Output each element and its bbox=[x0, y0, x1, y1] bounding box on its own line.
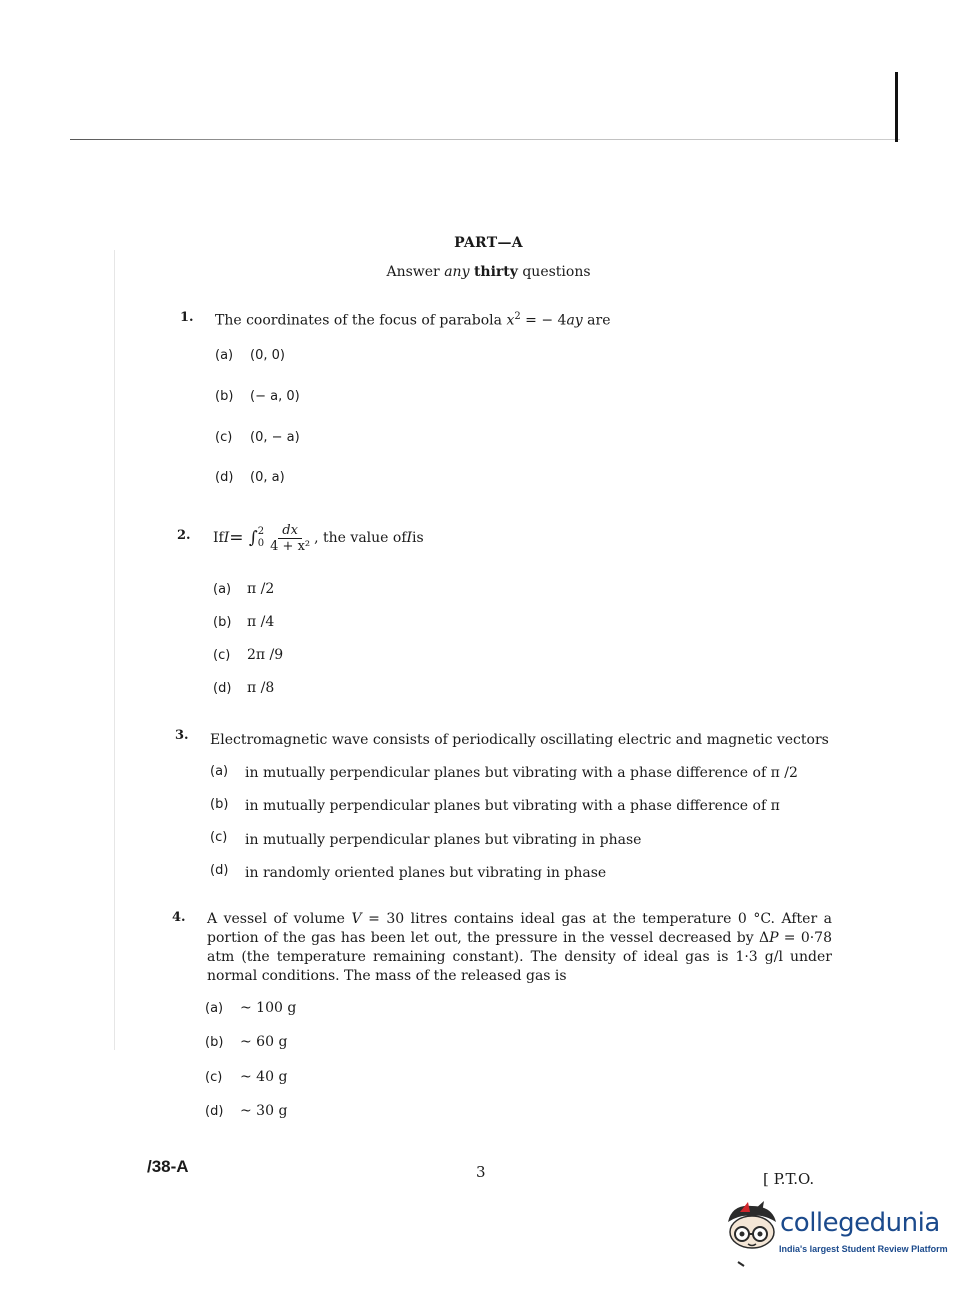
integral-lower-limit: 0 bbox=[257, 538, 265, 549]
option-label: (d) bbox=[205, 1104, 224, 1119]
margin-rule bbox=[114, 250, 115, 1050]
option-label: (a) bbox=[213, 582, 232, 597]
scan-edge-bar bbox=[895, 72, 898, 142]
option-label: (c) bbox=[210, 830, 228, 845]
option-text: (0, 0) bbox=[250, 348, 285, 363]
option-text: ~ 40 g bbox=[240, 1069, 288, 1085]
option-label: (a) bbox=[205, 1001, 224, 1016]
fraction-numerator: dx bbox=[278, 523, 302, 539]
question-number: 1. bbox=[180, 310, 194, 325]
option-text: in mutually perpendicular planes but vibrating with a phase difference of π bbox=[245, 798, 780, 814]
option-text: in randomly oriented planes but vibrating in phase bbox=[245, 865, 607, 881]
option-text: 2π /9 bbox=[247, 647, 284, 663]
option-label: (a) bbox=[215, 348, 234, 363]
part-title: PART—A bbox=[454, 235, 523, 251]
question-text: The coordinates of the focus of parabola $x^2$ = − 4ay are bbox=[215, 311, 611, 329]
question-text: A vessel of volume V = 30 litres contains ideal gas at the temperature 0 °C. After a portion of the gas has been let out, the pressure in the vessel decreased by ΔP = 0·78 atm (the temperature remaining constant). The density of ideal gas is 1·3 g/l under normal conditions. The mass of the released gas is bbox=[207, 911, 832, 984]
mascot-logo-icon bbox=[720, 1200, 782, 1272]
option-label: (d) bbox=[213, 681, 232, 696]
option-label: (b) bbox=[210, 797, 229, 812]
option-text: π /8 bbox=[247, 680, 275, 696]
fraction-denominator: 4 + x² bbox=[270, 538, 311, 554]
pto-note: [ P.T.O. bbox=[763, 1170, 815, 1188]
option-text: π /2 bbox=[247, 581, 275, 597]
integral-fraction bbox=[268, 523, 312, 554]
option-text: ~ 60 g bbox=[240, 1034, 288, 1050]
option-text: π /4 bbox=[247, 614, 275, 630]
option-label: (d) bbox=[215, 470, 234, 485]
option-text: in mutually perpendicular planes but vibrating with a phase difference of π /2 bbox=[245, 765, 798, 781]
option-text: ~ 100 g bbox=[240, 1000, 297, 1016]
option-label: (b) bbox=[205, 1035, 224, 1050]
brand-name: collegedunia bbox=[780, 1208, 940, 1238]
option-label: (b) bbox=[215, 389, 234, 404]
option-label: (d) bbox=[210, 863, 229, 878]
integral-upper-limit: 2 bbox=[257, 526, 265, 537]
question-text: If I = ∫ 2 0 $\frac{dx}{\text{4 + x²}}$ , the value of I is bbox=[213, 522, 424, 554]
part-instruction: Answer any thirty questions bbox=[386, 264, 591, 280]
option-text: (0, − a) bbox=[250, 430, 300, 445]
option-text: (0, a) bbox=[250, 470, 285, 485]
question-text: Electromagnetic wave consists of periodically oscillating electric and magnetic vectors bbox=[210, 732, 829, 748]
option-text: in mutually perpendicular planes but vibrating in phase bbox=[245, 832, 642, 848]
brand-tagline: India's largest Student Review Platform bbox=[779, 1244, 948, 1254]
page-number: 3 bbox=[476, 1163, 486, 1181]
top-rule bbox=[70, 139, 900, 140]
option-label: (c) bbox=[215, 430, 233, 445]
option-text: (− a, 0) bbox=[250, 389, 300, 404]
paper-code: /38-A bbox=[147, 1157, 189, 1176]
option-label: (b) bbox=[213, 615, 232, 630]
option-label: (c) bbox=[205, 1070, 223, 1085]
question-number: 2. bbox=[177, 528, 191, 543]
question-number: 3. bbox=[175, 728, 189, 743]
option-label: (a) bbox=[210, 764, 229, 779]
option-label: (c) bbox=[213, 648, 231, 663]
option-text: ~ 30 g bbox=[240, 1103, 288, 1119]
question-number: 4. bbox=[172, 910, 186, 925]
